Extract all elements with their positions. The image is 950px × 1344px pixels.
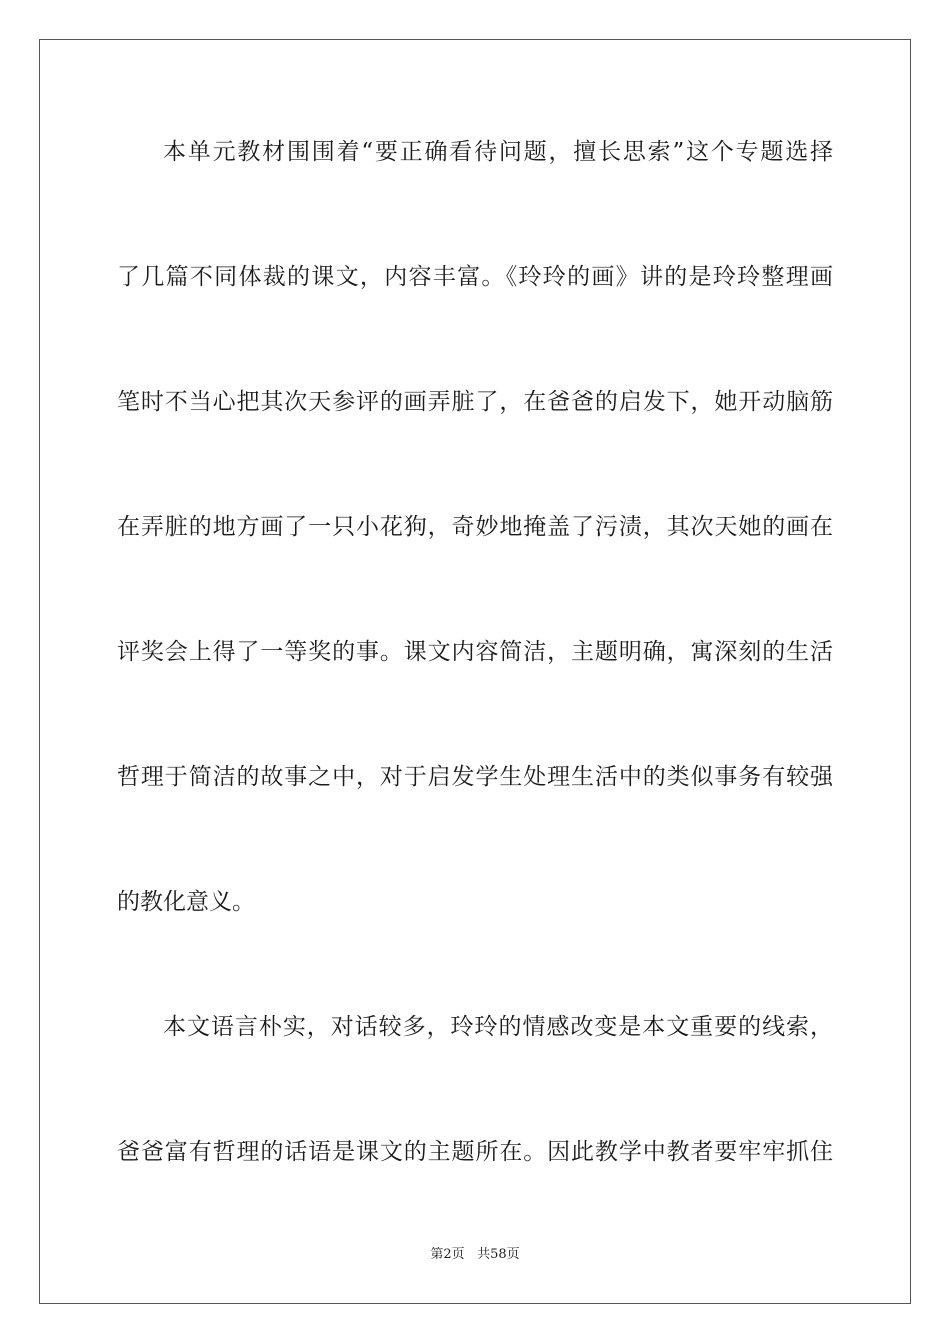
page-number: 第2页 — [430, 1247, 465, 1262]
paragraph-1-line-7: 的教化意义。 — [117, 889, 255, 915]
paragraph-1-line-1: 本单元教材围围着“要正确看待问题，擅长思索”这个专题选择 — [163, 139, 833, 165]
page-total: 共58页 — [477, 1247, 520, 1262]
page-border — [39, 39, 911, 1304]
paragraph-1-line-6: 哲理于简洁的故事之中，对于启发学生处理生活中的类似事务有较强 — [117, 764, 833, 790]
paragraph-1-line-4: 在弄脏的地方画了一只小花狗，奇妙地掩盖了污渍，其次天她的画在 — [117, 514, 833, 540]
paragraph-1-line-3: 笔时不当心把其次天参评的画弄脏了，在爸爸的启发下，她开动脑筋 — [117, 389, 833, 415]
paragraph-1-line-5: 评奖会上得了一等奖的事。课文内容简洁，主题明确，寓深刻的生活 — [117, 639, 833, 665]
page-footer — [0, 1247, 950, 1263]
paragraph-2-line-2: 爸爸富有哲理的话语是课文的主题所在。因此教学中教者要牢牢抓住 — [117, 1139, 833, 1165]
paragraph-1-line-2: 了几篇不同体裁的课文，内容丰富。《玲玲的画》讲的是玲玲整理画 — [117, 264, 833, 290]
paragraph-2-line-1: 本文语言朴实，对话较多，玲玲的情感改变是本文重要的线索， — [163, 1014, 833, 1040]
